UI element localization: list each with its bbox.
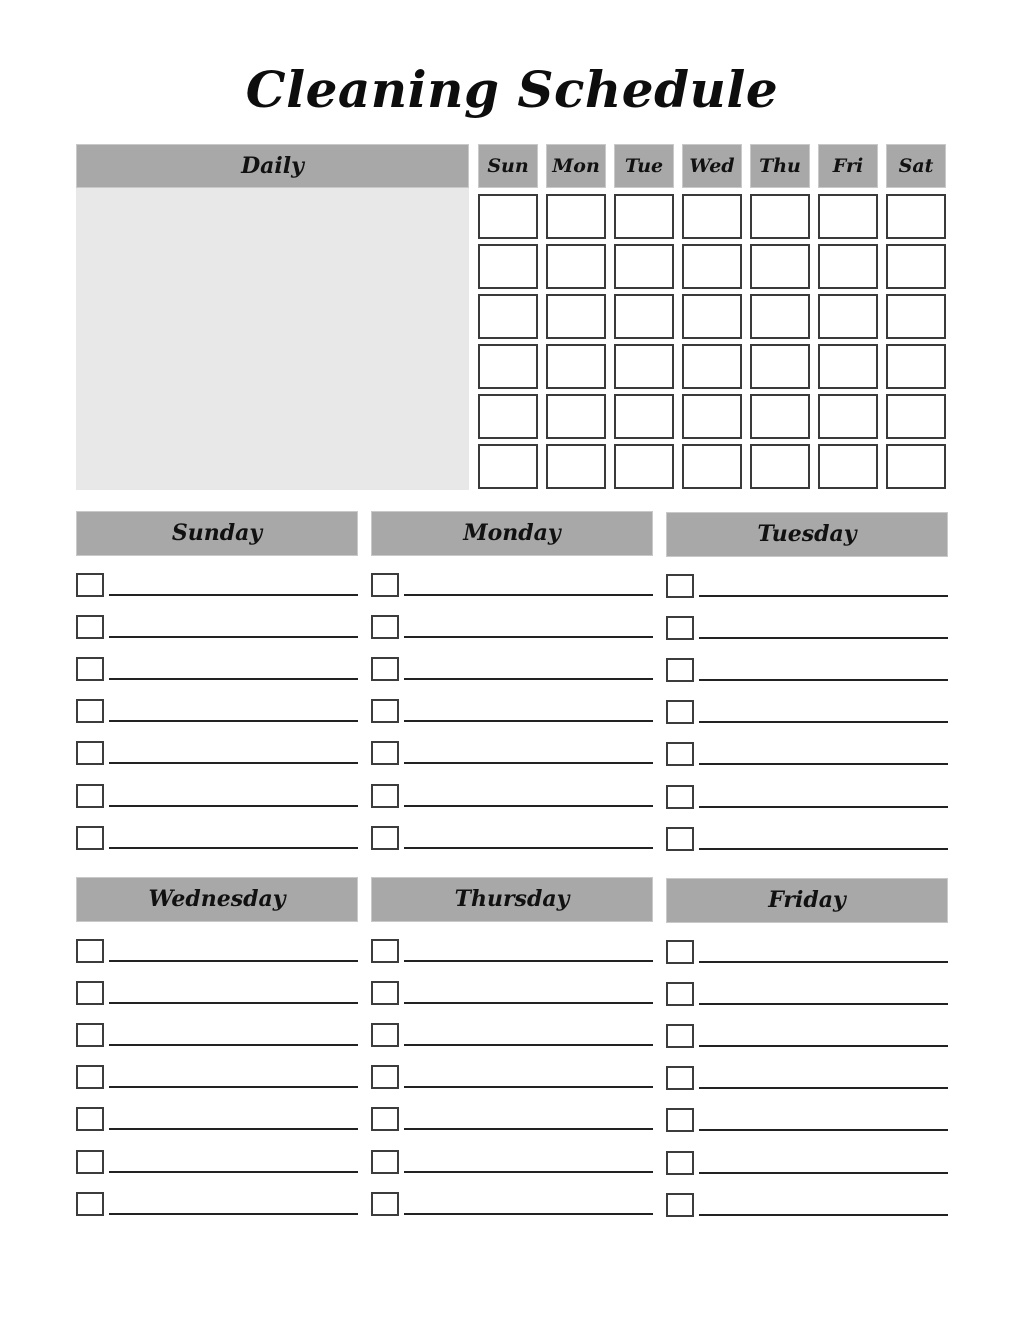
weekday-checkbox[interactable] [818,344,878,389]
task-line[interactable] [699,721,948,723]
weekday-checkbox[interactable] [818,294,878,339]
page-title: Cleaning Schedule [245,60,779,119]
weekday-header-mon: Mon [546,144,606,188]
task-item [666,1066,948,1092]
task-line[interactable] [109,960,358,962]
weekday-header-sun: Sun [478,144,538,188]
task-item [76,784,358,810]
task-item [666,1024,948,1050]
task-item [76,826,358,852]
weekday-checkbox[interactable] [750,394,810,439]
weekday-checkbox[interactable] [478,244,538,289]
weekday-checkbox[interactable] [614,294,674,339]
task-line[interactable] [109,1002,358,1004]
task-checkbox[interactable] [76,699,104,723]
task-item [371,1107,653,1133]
task-line[interactable] [109,678,358,680]
task-checkbox[interactable] [666,827,694,851]
weekday-header-wed: Wed [682,144,742,188]
task-line[interactable] [109,636,358,638]
weekday-checkbox[interactable] [546,444,606,489]
weekday-checkbox[interactable] [818,444,878,489]
task-item [666,940,948,966]
task-line[interactable] [109,594,358,596]
weekday-checkbox[interactable] [886,294,946,339]
task-line[interactable] [404,594,653,596]
task-checkbox[interactable] [666,1024,694,1048]
task-item [666,700,948,726]
task-checkbox[interactable] [371,1150,399,1174]
weekday-header-sat: Sat [886,144,946,188]
weekday-header-fri: Fri [818,144,878,188]
weekday-checkbox[interactable] [478,444,538,489]
task-item [371,1150,653,1176]
task-checkbox[interactable] [666,1151,694,1175]
task-item [371,699,653,725]
weekday-checkbox[interactable] [614,344,674,389]
task-checkbox[interactable] [76,981,104,1005]
task-checkbox[interactable] [666,658,694,682]
task-checkbox[interactable] [371,1023,399,1047]
weekday-checkbox[interactable] [886,244,946,289]
daily-task-area[interactable] [76,188,469,490]
task-item [371,1065,653,1091]
task-item [76,1023,358,1049]
task-item [666,616,948,642]
task-checkbox[interactable] [666,1108,694,1132]
task-line[interactable] [699,1214,948,1216]
task-checkbox[interactable] [76,1192,104,1216]
daily-header: Daily [76,144,469,188]
weekday-checkbox[interactable] [750,244,810,289]
task-line[interactable] [404,1044,653,1046]
task-checkbox[interactable] [371,784,399,808]
weekday-checkbox[interactable] [478,194,538,239]
weekday-checkbox[interactable] [478,394,538,439]
task-line[interactable] [699,679,948,681]
task-line[interactable] [109,1086,358,1088]
task-item [666,574,948,600]
task-line[interactable] [699,806,948,808]
task-checkbox[interactable] [371,939,399,963]
task-item [76,1192,358,1218]
weekday-checkbox[interactable] [750,194,810,239]
task-checkbox[interactable] [666,982,694,1006]
task-item [76,573,358,599]
weekday-checkbox[interactable] [886,344,946,389]
task-item [666,827,948,853]
task-item [666,785,948,811]
weekday-checkbox[interactable] [886,444,946,489]
task-item [76,741,358,767]
task-item [371,1192,653,1218]
task-checkbox[interactable] [371,657,399,681]
task-checkbox[interactable] [666,1193,694,1217]
weekday-checkbox[interactable] [614,244,674,289]
section-header-sunday: Sunday [76,511,358,556]
task-checkbox[interactable] [76,1107,104,1131]
weekday-checkbox[interactable] [546,194,606,239]
task-item [371,615,653,641]
weekday-checkbox[interactable] [546,294,606,339]
weekday-header-tue: Tue [614,144,674,188]
task-line[interactable] [109,1128,358,1130]
task-item [371,981,653,1007]
weekday-checkbox[interactable] [682,294,742,339]
task-item [371,573,653,599]
task-line[interactable] [699,848,948,850]
task-line[interactable] [699,1172,948,1174]
weekday-checkbox[interactable] [886,194,946,239]
weekday-checkbox[interactable] [682,444,742,489]
task-checkbox[interactable] [76,939,104,963]
task-checkbox[interactable] [666,1066,694,1090]
task-item [371,826,653,852]
task-line[interactable] [404,1086,653,1088]
task-item [371,939,653,965]
task-item [76,699,358,725]
task-item [371,784,653,810]
task-line[interactable] [404,720,653,722]
task-checkbox[interactable] [76,784,104,808]
task-checkbox[interactable] [76,741,104,765]
task-checkbox[interactable] [371,826,399,850]
weekday-checkbox[interactable] [818,244,878,289]
task-line[interactable] [404,960,653,962]
task-item [666,982,948,1008]
task-item [666,658,948,684]
task-line[interactable] [404,1002,653,1004]
weekday-checkbox[interactable] [478,294,538,339]
task-item [666,1193,948,1219]
weekday-checkbox[interactable] [818,194,878,239]
task-line[interactable] [699,1003,948,1005]
task-item [76,1107,358,1133]
task-checkbox[interactable] [76,573,104,597]
weekday-checkbox[interactable] [818,394,878,439]
task-item [371,657,653,683]
task-line[interactable] [109,1213,358,1215]
task-line[interactable] [404,1128,653,1130]
task-item [76,939,358,965]
task-line[interactable] [109,762,358,764]
task-line[interactable] [699,637,948,639]
task-line[interactable] [404,678,653,680]
task-line[interactable] [404,636,653,638]
task-checkbox[interactable] [76,1023,104,1047]
task-item [666,1151,948,1177]
task-checkbox[interactable] [76,826,104,850]
task-item [76,1150,358,1176]
task-checkbox[interactable] [76,1065,104,1089]
task-line[interactable] [699,961,948,963]
task-item [666,1108,948,1134]
weekday-checkbox[interactable] [614,394,674,439]
task-checkbox[interactable] [371,741,399,765]
task-item [76,981,358,1007]
task-line[interactable] [404,1171,653,1173]
weekday-checkbox[interactable] [614,194,674,239]
task-line[interactable] [404,805,653,807]
task-line[interactable] [109,720,358,722]
task-checkbox[interactable] [371,615,399,639]
task-line[interactable] [404,847,653,849]
weekday-checkbox[interactable] [478,344,538,389]
task-checkbox[interactable] [371,981,399,1005]
section-header-monday: Monday [371,511,653,556]
weekday-checkbox[interactable] [750,294,810,339]
weekday-checkbox[interactable] [682,344,742,389]
weekday-checkbox[interactable] [614,444,674,489]
weekday-checkbox[interactable] [546,244,606,289]
weekday-checkbox[interactable] [546,344,606,389]
weekday-checkbox[interactable] [886,394,946,439]
section-header-thursday: Thursday [371,877,653,922]
task-checkbox[interactable] [76,615,104,639]
weekday-header-thu: Thu [750,144,810,188]
task-checkbox[interactable] [666,785,694,809]
section-header-wednesday: Wednesday [76,877,358,922]
task-checkbox[interactable] [371,573,399,597]
task-line[interactable] [699,1087,948,1089]
task-item [371,1023,653,1049]
task-item [76,657,358,683]
task-line[interactable] [404,1213,653,1215]
task-item [76,615,358,641]
task-checkbox[interactable] [666,940,694,964]
task-checkbox[interactable] [76,1150,104,1174]
task-checkbox[interactable] [371,699,399,723]
task-checkbox[interactable] [666,574,694,598]
task-line[interactable] [699,1045,948,1047]
task-checkbox[interactable] [371,1107,399,1131]
weekday-checkbox[interactable] [750,444,810,489]
task-line[interactable] [109,847,358,849]
weekday-checkbox[interactable] [682,394,742,439]
task-checkbox[interactable] [76,657,104,681]
weekday-checkbox[interactable] [750,344,810,389]
section-header-friday: Friday [666,878,948,923]
weekday-checkbox[interactable] [682,194,742,239]
task-checkbox[interactable] [666,616,694,640]
weekday-checkbox[interactable] [546,394,606,439]
task-checkbox[interactable] [666,742,694,766]
task-item [371,741,653,767]
task-checkbox[interactable] [371,1065,399,1089]
task-checkbox[interactable] [371,1192,399,1216]
task-line[interactable] [699,763,948,765]
weekday-checkbox[interactable] [682,244,742,289]
task-line[interactable] [404,762,653,764]
task-line[interactable] [109,805,358,807]
task-item [666,742,948,768]
task-line[interactable] [699,595,948,597]
task-line[interactable] [109,1044,358,1046]
task-item [76,1065,358,1091]
task-line[interactable] [109,1171,358,1173]
section-header-tuesday: Tuesday [666,512,948,557]
task-checkbox[interactable] [666,700,694,724]
task-line[interactable] [699,1129,948,1131]
